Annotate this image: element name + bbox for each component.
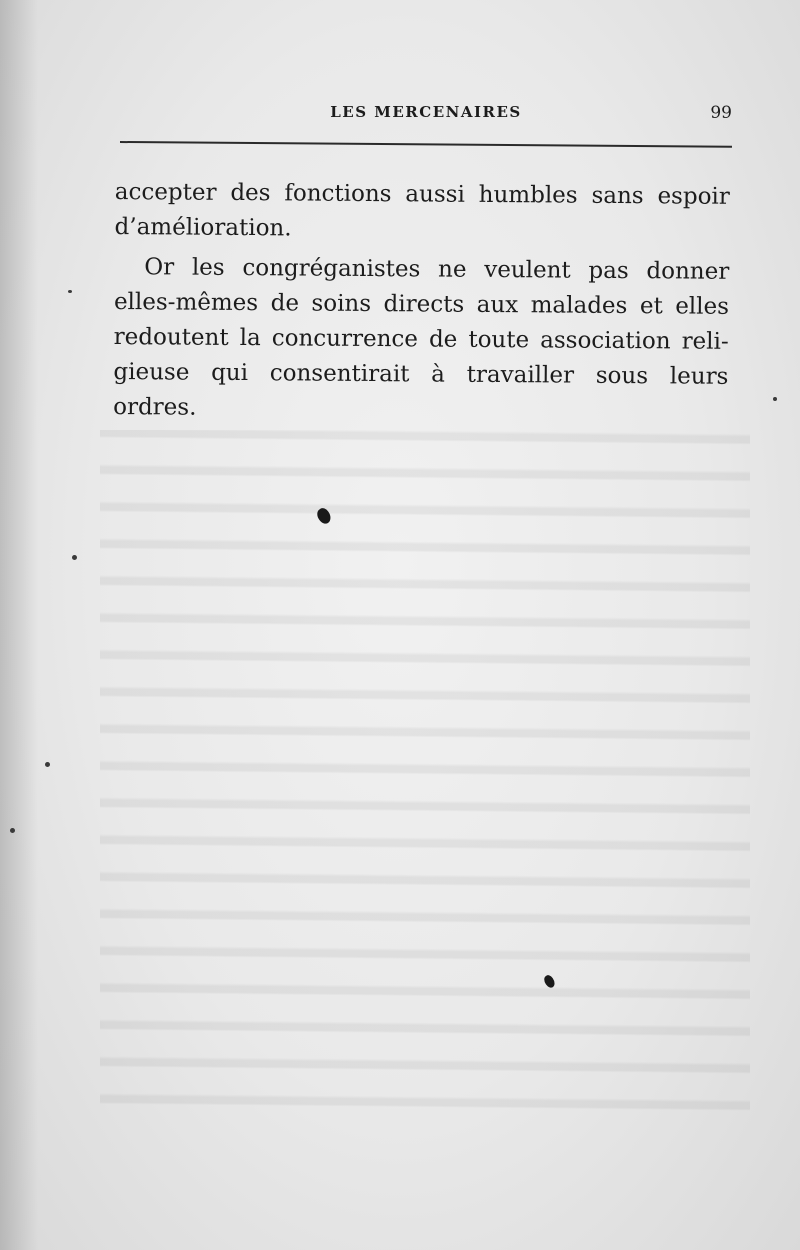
running-head [120, 103, 732, 129]
paragraph: Or les congréganistes ne veulent pas donner elles-mêmes de soins directs aux malades et elles redoutent la concurrence de toute association reli- gieuse qui consentirait à travailler sous leurs ordres. [113, 254, 730, 421]
page-number: 99 [710, 103, 732, 123]
paper-speck [10, 828, 15, 833]
paper-speck [45, 762, 50, 767]
paper-speck [72, 555, 77, 560]
paper-speck [68, 290, 72, 293]
gutter-shadow [0, 0, 38, 1250]
running-title: LES MERCENAIRES [330, 103, 522, 121]
body-text [113, 175, 730, 430]
bleed-through-texture [100, 430, 750, 1130]
header-rule [120, 141, 732, 148]
paper-speck [773, 397, 777, 401]
paragraph: accepter des fonctions aussi humbles sans espoir d’amélioration. [114, 178, 730, 242]
